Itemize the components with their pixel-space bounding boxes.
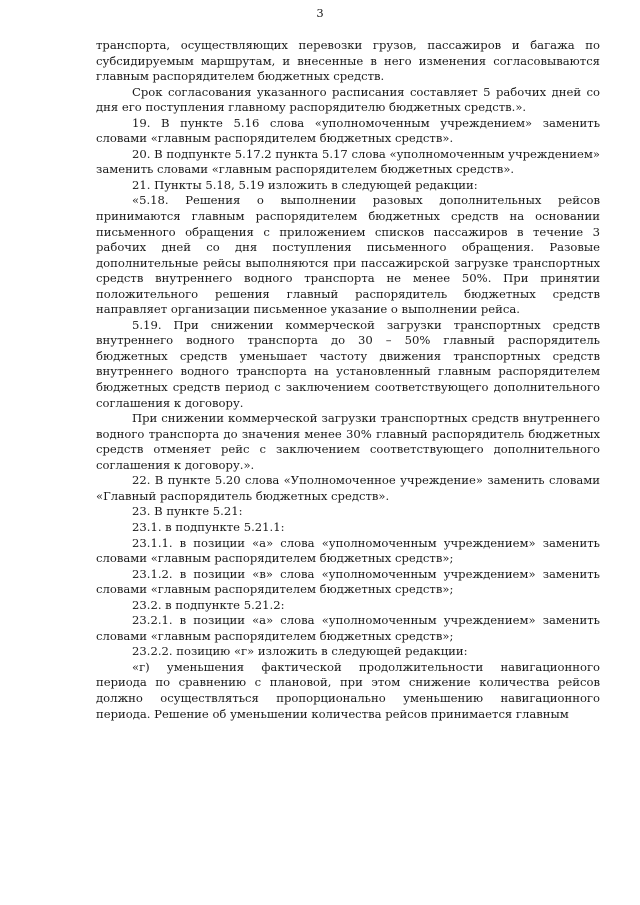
paragraph-item-21: 21. Пункты 5.18, 5.19 изложить в следующей редакции: — [132, 177, 478, 192]
paragraph-approval-period: Срок согласования указанного расписания составляет 5 рабочих дней со дня его поступления главному распорядителю бюджетных средств.». — [96, 84, 600, 115]
paragraph-clause-5-19: 5.19. При снижении коммерческой загрузки транспортных средств внутреннего водного транспорта до 30 – 50% главный распорядитель бюджетных средств уменьшает частоту движения транспортных средств внутреннего водного транспорта на установленный главным распорядителем бюджетных средств период с заключением соответствующего дополнительного соглашения к договору. — [96, 317, 600, 410]
page-number: 3 — [316, 6, 324, 20]
paragraph-clause-5-18: «5.18. Решения о выполнении разовых дополнительных рейсов принимаются главным распорядителем бюджетных средств на основании письменного обращения с приложением списков пассажиров в течение 3 рабочих дней со дня поступления письменного обращения. Разовые дополнительные рейсы выполняются при пассажирской загрузке транспортных средств внутреннего водного транспорта не менее 50%. При принятии положительного решения главный распорядитель бюджетных средств направляет организации письменное указание о выполнении рейса. — [96, 193, 600, 317]
paragraph-item-19: 19. В пункте 5.16 слова «уполномоченным учреждением» заменить словами «главным распорядителем бюджетных средств». — [96, 115, 600, 146]
paragraph-item-23: 23. В пункте 5.21: — [132, 504, 243, 519]
paragraph-item-23-2: 23.2. в подпункте 5.21.2: — [132, 597, 285, 612]
paragraph-item-22: 22. В пункте 5.20 слова «Уполномоченное учреждение» заменить словами «Главный распорядитель бюджетных средств». — [96, 473, 600, 503]
paragraph-continuation: транспорта, осуществляющих перевозки грузов, пассажиров и багажа по субсидируемым маршрутам, и внесенные в него изменения согласовываются главным распорядителем бюджетных средств. — [96, 38, 600, 84]
paragraph-item-23-1: 23.1. в подпункте 5.21.1: — [132, 519, 285, 534]
paragraph-position-g: «г) уменьшения фактической продолжительности навигационного периода по сравнению с плановой, при этом снижение количества рейсов должно осуществляться пропорционально уменьшению навигационного периода. Решение об уменьшении количества рейсов принимается главным — [96, 659, 600, 721]
paragraph-item-23-2-1: 23.2.1. в позиции «а» слова «уполномоченным учреждением» заменить словами «главным распорядителем бюджетных средств»; — [96, 613, 600, 643]
paragraph-item-23-2-2: 23.2.2. позицию «г» изложить в следующей редакции: — [132, 644, 468, 659]
paragraph-item-23-1-2: 23.1.2. в позиции «в» слова «уполномоченным учреждением» заменить словами «главным распорядителем бюджетных средств»; — [96, 566, 600, 597]
paragraph-clause-5-19-cont: При снижении коммерческой загрузки транспортных средств внутреннего водного транспорта до значения менее 30% главный распорядитель бюджетных средств отменяет рейс с заключением соответствующего дополнительного соглашения к договору.». — [96, 411, 600, 472]
paragraph-item-23-1-1: 23.1.1. в позиции «а» слова «уполномоченным учреждением» заменить словами «главным распорядителем бюджетных средств»; — [96, 535, 600, 566]
document-body — [96, 38, 600, 722]
paragraph-item-20: 20. В подпункте 5.17.2 пункта 5.17 слова «уполномоченным учреждением» заменить словами «главным распорядителем бюджетных средств». — [96, 146, 600, 177]
